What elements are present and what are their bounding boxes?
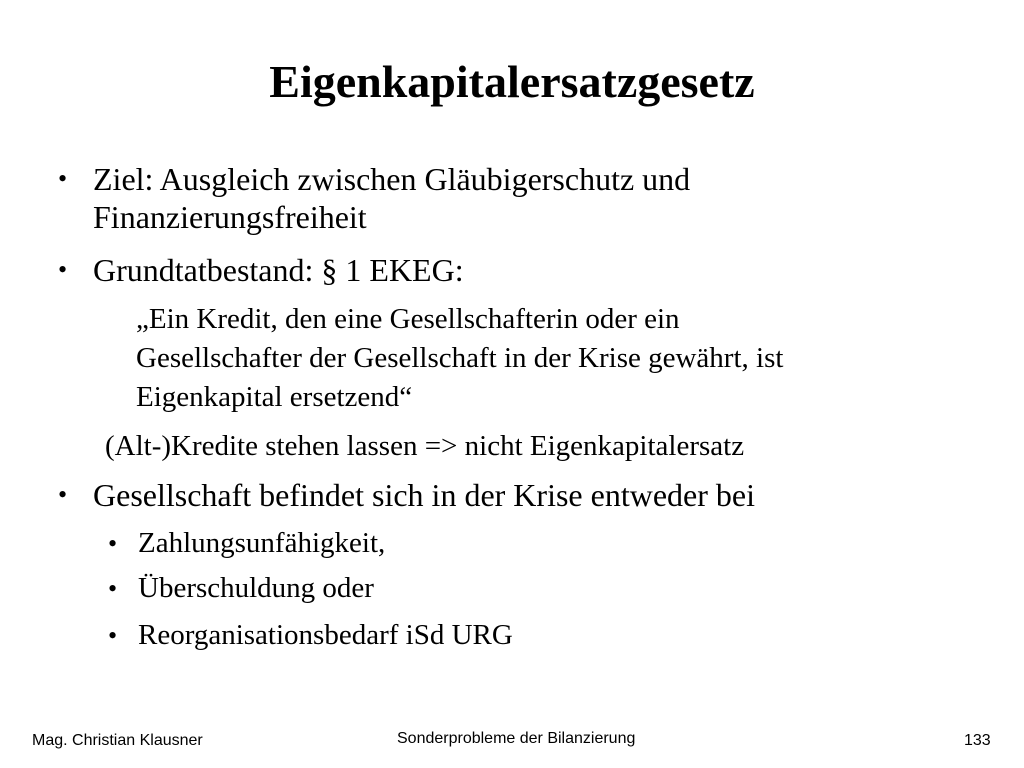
sub-bullet-marker: • bbox=[108, 574, 118, 603]
bullet-ziel-line1: Ziel: Ausgleich zwischen Gläubigerschutz und bbox=[93, 161, 691, 197]
quote-line3: Eigenkapital ersetzend“ bbox=[136, 381, 413, 413]
sub-item: Überschuldung oder bbox=[138, 572, 374, 604]
sub-item: Reorganisationsbedarf iSd URG bbox=[138, 619, 513, 651]
bullet-marker: • bbox=[58, 164, 68, 193]
sub-item: Zahlungsunfähigkeit, bbox=[138, 527, 386, 559]
bullet-ziel-line2: Finanzierungsfreiheit bbox=[93, 199, 367, 235]
bullet-krise: Gesellschaft befindet sich in der Krise entweder bei bbox=[93, 477, 755, 513]
slide-title: Eigenkapitalersatzgesetz bbox=[269, 56, 755, 107]
bullet-marker: • bbox=[58, 255, 68, 284]
bullet-marker: • bbox=[58, 480, 68, 509]
footer-page-number: 133 bbox=[964, 732, 991, 749]
quote-line2: Gesellschafter der Gesellschaft in der Krise gewährt, ist bbox=[136, 342, 784, 374]
note-line: (Alt-)Kredite stehen lassen => nicht Eigenkapitalersatz bbox=[105, 430, 745, 462]
sub-bullet-marker: • bbox=[108, 529, 118, 558]
quote-line1: „Ein Kredit, den eine Gesellschafterin oder ein bbox=[136, 303, 680, 335]
sub-bullet-marker: • bbox=[108, 621, 118, 650]
footer-author: Mag. Christian Klausner bbox=[32, 732, 203, 749]
footer-course: Sonderprobleme der Bilanzierung bbox=[397, 730, 636, 747]
bullet-grundtatbestand: Grundtatbestand: § 1 EKEG: bbox=[93, 252, 464, 288]
